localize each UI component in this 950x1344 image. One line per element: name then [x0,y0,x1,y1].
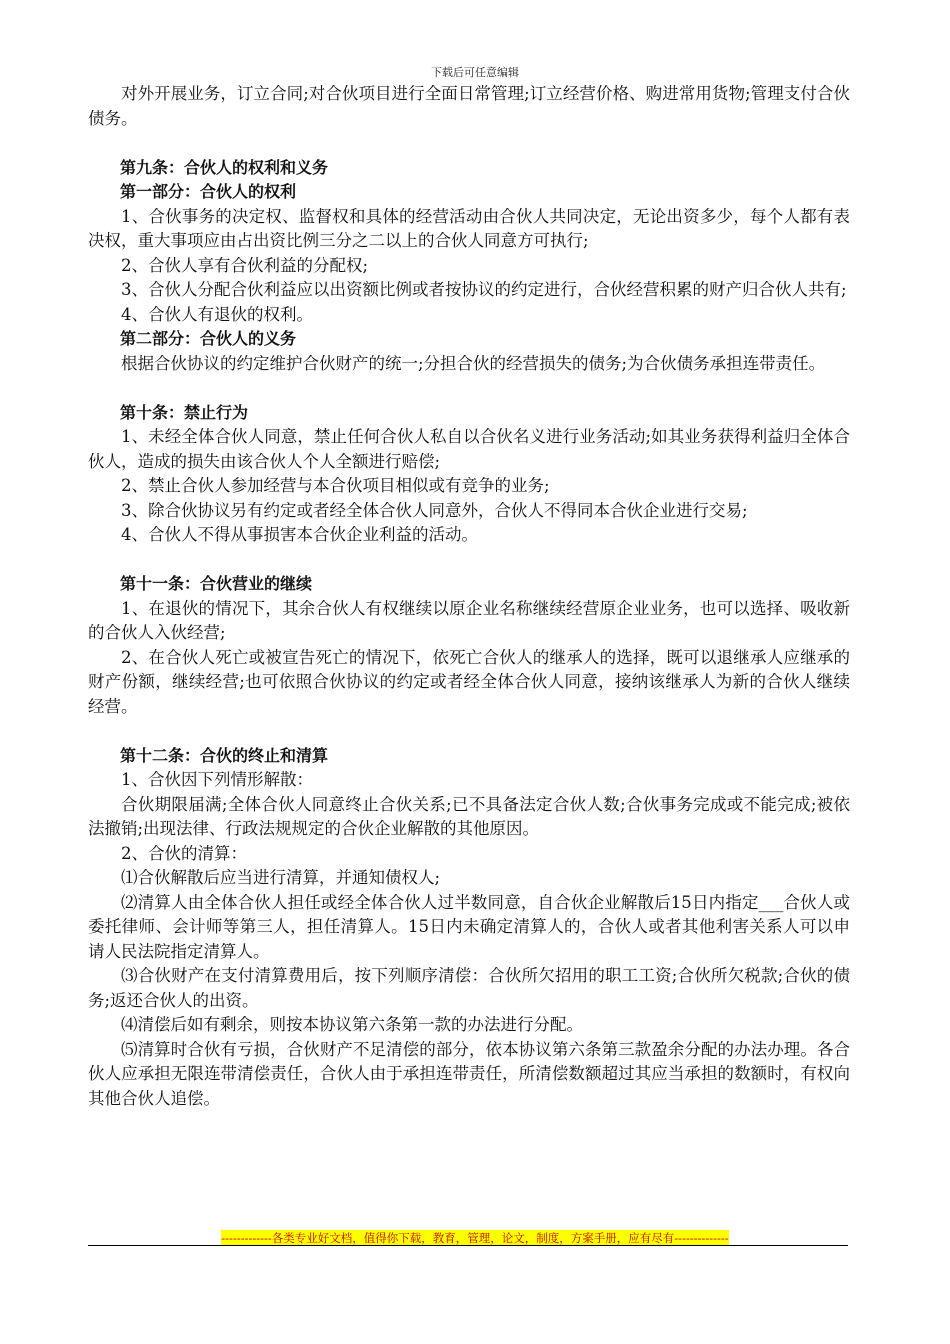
section-heading: 第十一条：合伙营业的继续 [120,574,313,593]
section-heading: 第十条：禁止行为 [120,402,249,422]
body-paragraph: 根据合伙协议的约定维护合伙财产的统一;分担合伙的经营损失的债务;为合伙债务承担连带责任。 [121,353,826,373]
footer-banner [0,1227,950,1246]
body-paragraph: 对外开展业务，订立合同;对合伙项目进行全面日常管理;订立经营价格、购进常用货物;管理支付合伙债务。 [88,84,850,128]
body-paragraph: ⑵清算人由全体合伙人担任或经全体合伙人过半数同意，自合伙企业解散后15日内指定___合伙人或委托律师、会计师等第三人，担任清算人。15日内未确定清算人的，合伙人或者其他利害关系人可以申请人民法院指定清算人。 [88,892,850,961]
body-paragraph: ⑸清算时合伙有亏损，合伙财产不足清偿的部分，依本协议第六条第三款盈余分配的办法办理。各合伙人应承担无限连带清偿责任，合伙人由于承担连带责任，所清偿数额超过其应当承担的数额时，有权向其他合伙人追偿。 [88,1039,850,1108]
section-heading: 第十二条：合伙的终止和清算 [120,745,329,765]
paragraph-gap [88,548,850,573]
body-paragraph: 4、合伙人有退伙的权利。 [121,304,313,324]
body-paragraph: 3、除合伙协议另有约定或者经全体合伙人同意外，合伙人不得同本合伙企业进行交易; [121,500,748,520]
body-paragraph: 2、合伙人享有合伙利益的分配权; [121,255,369,275]
body-paragraph: 2、在合伙人死亡或被宣告死亡的情况下，依死亡合伙人的继承人的选择，既可以退继承人应继承的财产份额，继续经营;也可依照合伙协议的约定或者经全体合伙人同意，接纳该继承人为新的合伙人继续经营。 [88,647,850,716]
body-paragraph: 2、合伙的清算： [121,843,247,863]
body-paragraph: 4、合伙人不得从事损害本合伙企业利益的活动。 [121,525,478,544]
section-heading: 第九条：合伙人的权利和义务 [120,157,329,177]
section-heading: 第二部分：合伙人的义务 [120,329,297,348]
header-note: 下载后可任意编辑 [431,66,519,79]
footer-divider [88,1245,848,1246]
body-paragraph: ⑴合伙解散后应当进行清算，并通知债权人; [121,868,441,887]
body-paragraph: ⑶合伙财产在支付清算费用后，按下列顺序清偿：合伙所欠招用的职工工资;合伙所欠税款;合伙的债务;返还合伙人的出资。 [88,966,850,1010]
body-paragraph: 1、未经全体合伙人同意，禁止任何合伙人私自以合伙名义进行业务活动;如其业务获得利益归全体合伙人，造成的损失由该合伙人个人全额进行赔偿; [88,427,850,471]
section-heading: 第一部分：合伙人的权利 [120,182,297,201]
paragraph-gap [88,719,850,744]
body-paragraph: 合伙期限届满;全体合伙人同意终止合伙关系;已不具备法定合伙人数;合伙事务完成或不能完成;被依法撤销;出现法律、行政法规规定的合伙企业解散的其他原因。 [88,794,850,838]
body-paragraph: 1、在退伙的情况下，其余合伙人有权继续以原企业名称继续经营原企业业务，也可以选择、吸收新的合伙人入伙经营; [88,598,850,642]
paragraph-gap [88,131,850,156]
document-body [88,82,850,1111]
body-paragraph: 1、合伙事务的决定权、监督权和具体的经营活动由合伙人共同决定，无论出资多少，每个人都有表决权，重大事项应由占出资比例三分之二以上的合伙人同意方可执行; [88,206,850,250]
paragraph-gap [88,376,850,401]
body-paragraph: 3、合伙人分配合伙利益应以出资额比例或者按协议的约定进行，合伙经营积累的财产归合伙人共有; [121,280,847,299]
body-paragraph: ⑷清偿后如有剩余，则按本协议第六条第一款的办法进行分配。 [121,1015,583,1034]
body-paragraph: 1、合伙因下列情形解散： [121,770,313,789]
body-paragraph: 2、禁止合伙人参加经营与本合伙项目相似或有竞争的业务; [121,476,550,495]
footer-banner-text: -------------各类专业好文档，值得你下载，教育，管理，论文，制度，方案手册，应有尽有-------------- [221,1231,729,1245]
